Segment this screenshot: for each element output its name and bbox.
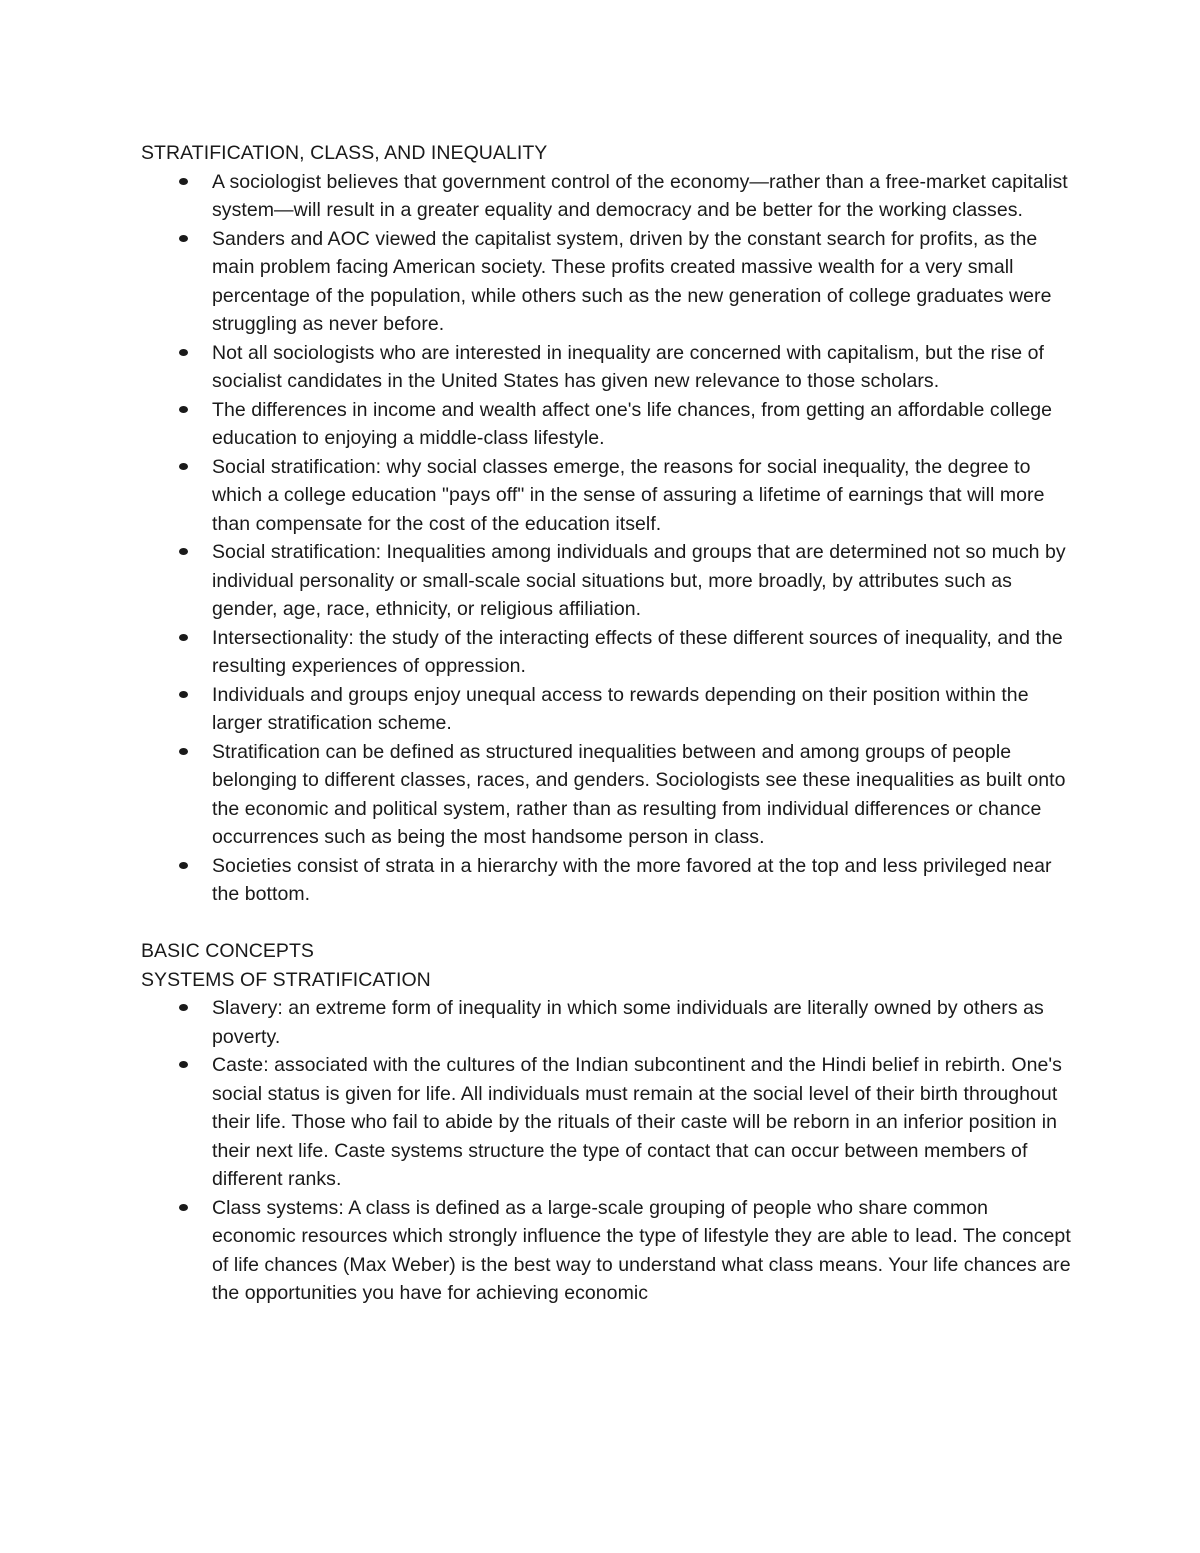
bullet-icon: [179, 862, 188, 869]
bullet-icon: [179, 1061, 188, 1068]
list-item: Intersectionality: the study of the interacting effects of these different sources of inequality, and the resulting experiences of oppression.: [212, 624, 1071, 681]
bullet-icon: [179, 1204, 188, 1211]
list-item: Sanders and AOC viewed the capitalist system, driven by the constant search for profits, as the main problem facing American society. These profits created massive wealth for a very small percentage of the population, while others such as the new generation of college graduates were struggling as never before.: [212, 225, 1071, 339]
bullet-icon: [179, 748, 188, 755]
list-item: Class systems: A class is defined as a large-scale grouping of people who share common economic resources which strongly influence the type of lifestyle they are able to lead. The concept of life chances (Max Weber) is the best way to understand what class means. Your life chances are the opportunities you have for achieving economic: [212, 1194, 1071, 1308]
list-item: A sociologist believes that government control of the economy—rather than a free-market capitalist system—will result in a greater equality and democracy and be better for the working classes.: [212, 168, 1071, 225]
bullet-icon: [179, 235, 188, 242]
list-item: Individuals and groups enjoy unequal access to rewards depending on their position within the larger stratification scheme.: [212, 681, 1071, 738]
bullet-list-systems: [141, 994, 1071, 1308]
list-item: The differences in income and wealth affect one's life chances, from getting an affordable college education to enjoying a middle-class lifestyle.: [212, 396, 1071, 453]
list-item: Social stratification: why social classes emerge, the reasons for social inequality, the degree to which a college education "pays off" in the sense of assuring a lifetime of earnings that will more than compensate for the cost of the education itself.: [212, 453, 1071, 539]
bullet-icon: [179, 178, 188, 185]
document-body: [141, 139, 1071, 1308]
bullet-icon: [179, 691, 188, 698]
bullet-icon: [179, 634, 188, 641]
list-item: Stratification can be defined as structured inequalities between and among groups of people belonging to different classes, races, and genders. Sociologists see these inequalities as built onto the economic and political system, rather than as resulting from individual differences or chance occurrences such as being the most handsome person in class.: [212, 738, 1071, 852]
list-item: Slavery: an extreme form of inequality in which some individuals are literally owned by others as poverty.: [212, 994, 1071, 1051]
bullet-icon: [179, 406, 188, 413]
list-item: Caste: associated with the cultures of the Indian subcontinent and the Hindi belief in rebirth. One's social status is given for life. All individuals must remain at the social level of their birth throughout their life. Those who fail to abide by the rituals of their caste will be reborn in an inferior position in their next life. Caste systems structure the type of contact that can occur between members of different ranks.: [212, 1051, 1071, 1194]
section-heading-basic-concepts: BASIC CONCEPTS: [141, 940, 314, 962]
bullet-icon: [179, 349, 188, 356]
list-item: Not all sociologists who are interested in inequality are concerned with capitalism, but the rise of socialist candidates in the United States has given new relevance to those scholars.: [212, 339, 1071, 396]
list-item: Social stratification: Inequalities among individuals and groups that are determined not so much by individual personality or small-scale social situations but, more broadly, by attributes such as gender, age, race, ethnicity, or religious affiliation.: [212, 538, 1071, 624]
section-subheading-systems: SYSTEMS OF STRATIFICATION: [141, 968, 431, 991]
list-item: Societies consist of strata in a hierarchy with the more favored at the top and less privileged near the bottom.: [212, 852, 1071, 909]
bullet-icon: [179, 548, 188, 555]
bullet-list-stratification: [141, 168, 1071, 909]
bullet-icon: [179, 463, 188, 470]
bullet-icon: [179, 1004, 188, 1011]
section-heading-stratification: STRATIFICATION, CLASS, AND INEQUALITY: [141, 142, 548, 164]
